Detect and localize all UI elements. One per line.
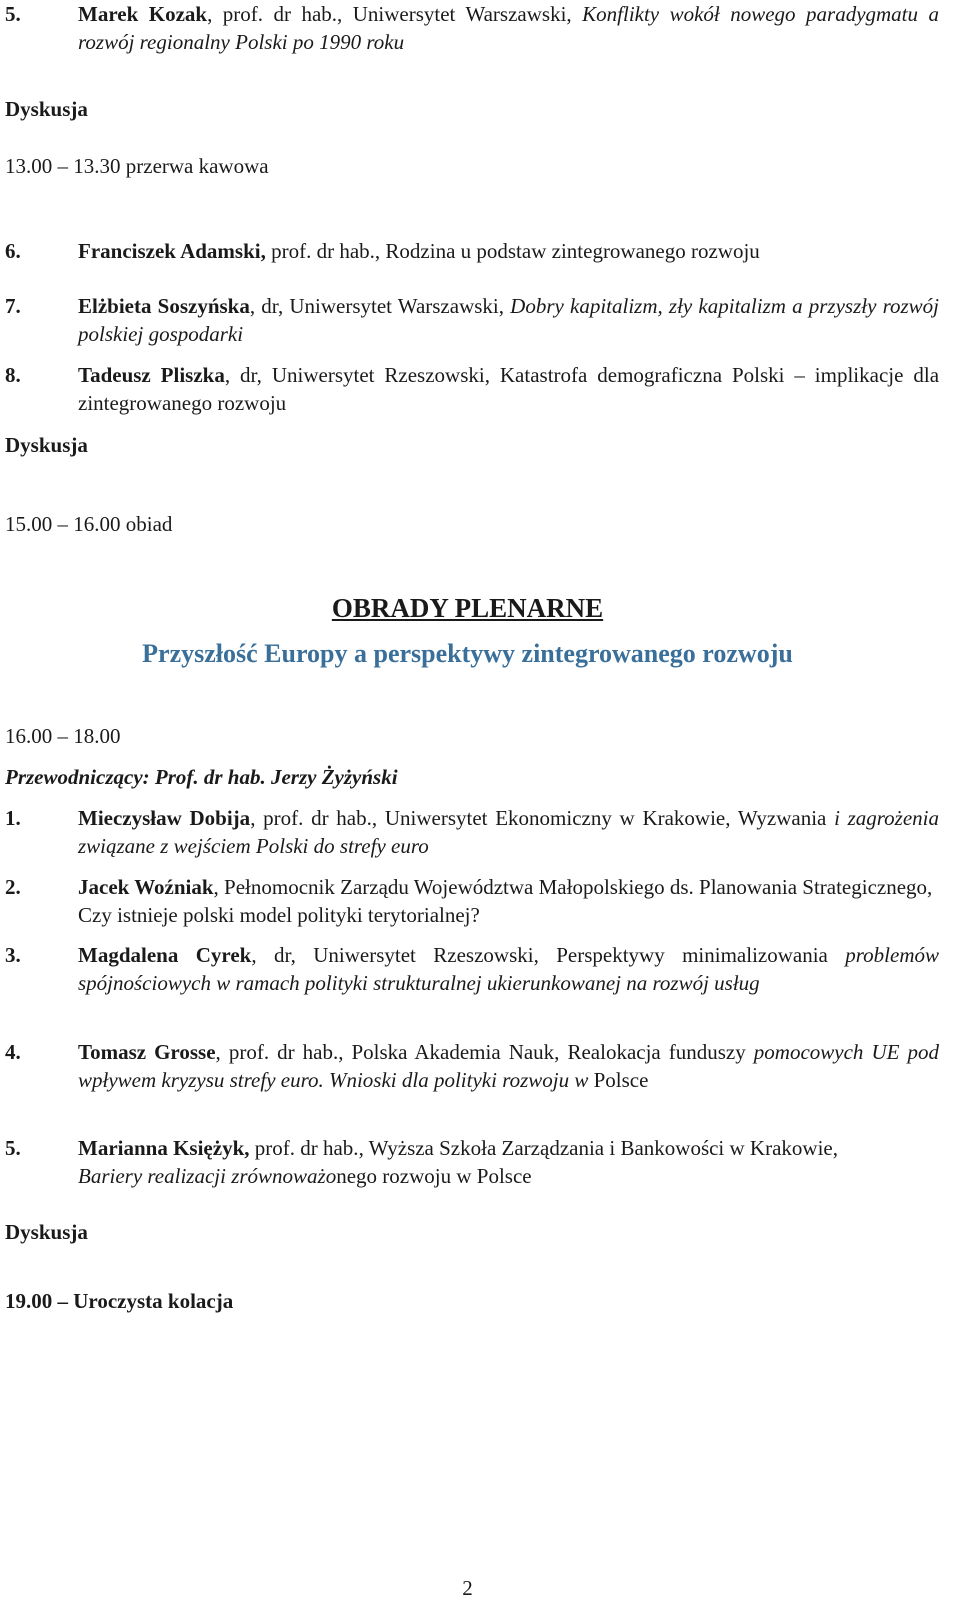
item-number: 5. (5, 1136, 21, 1160)
speaker-name: Magdalena Cyrek (78, 943, 252, 967)
plenary-subheading: Przyszłość Europy a perspektywy zintegrowanego rozwoju (142, 639, 793, 668)
talk-title-end: Polsce (593, 1068, 649, 1092)
item-number: 6. (5, 239, 21, 263)
item-text (78, 0, 939, 56)
page-number: 2 (462, 1576, 473, 1600)
talk-title: i zagrożenia związane z wejściem Polski do strefy euro (78, 806, 940, 858)
speaker-name: Tomasz Grosse (78, 1040, 216, 1064)
item-text (78, 873, 939, 929)
talk-title: Katastrofa demograficzna Polski – implikacje dla zintegrowanego rozwoju (78, 363, 940, 415)
talk-title: problemów spójnościowych w ramach polityki strukturalnej ukierunkowanej na rozwój usług (78, 943, 939, 995)
item-text (78, 292, 939, 348)
speaker-affiliation: , Pełnomocnik Zarządu Województwa Małopolskiego ds. Planowania Strategicznego, (213, 875, 933, 899)
plenary-item (5, 804, 939, 860)
speaker-name: Marek Kozak (78, 2, 208, 26)
speaker-affiliation: , Polska Akademia Nauk, Realokacja funduszy (338, 1040, 754, 1064)
item-text (78, 361, 939, 417)
speaker-affiliation: , dr, Uniwersytet Rzeszowski, Perspektywy minimalizowania (251, 943, 846, 967)
talk-title: Bariery realizacji zrównoważo (78, 1164, 337, 1188)
item-text (78, 941, 939, 997)
agenda-item (5, 361, 939, 417)
speaker-degree: , prof. dr hab. (250, 806, 372, 830)
item-text (78, 804, 939, 860)
discussion-label: Dyskusja (5, 97, 88, 121)
speaker-name: Tadeusz Pliszka (78, 363, 225, 387)
item-text (78, 237, 939, 265)
item-number: 4. (5, 1040, 21, 1064)
item-number: 2. (5, 875, 21, 899)
talk-title: pomocowych UE pod wpływem kryzysu strefy euro. Wnioski dla polityki rozwoju w (78, 1040, 939, 1092)
plenary-heading: OBRADY PLENARNE (331, 593, 604, 623)
plenary-chair: Przewodniczący: Prof. dr hab. Jerzy Żyżyński (5, 765, 398, 789)
talk-title: , Rodzina u podstaw zintegrowanego rozwoju (374, 239, 760, 263)
speaker-name: Elżbieta Soszyńska (78, 294, 250, 318)
agenda-item (5, 237, 939, 265)
talk-title: Dobry kapitalizm, zły kapitalizm a przyszły rozwój polskiej gospodarki (78, 294, 939, 346)
discussion-label: Dyskusja (5, 433, 88, 457)
lunch-break: 15.00 – 16.00 obiad (5, 512, 173, 536)
speaker-affiliation: , dr, Uniwersytet Rzeszowski, (224, 363, 500, 387)
item-text (78, 1134, 885, 1190)
speaker-affiliation: , dr, Uniwersytet Warszawski, (249, 294, 511, 318)
talk-title: Konflikty wokół nowego paradygmatu a rozwój regionalny Polski po 1990 roku (78, 2, 939, 54)
plenary-item (5, 1134, 885, 1190)
item-number: 8. (5, 363, 21, 387)
plenary-item (5, 941, 939, 997)
item-number: 3. (5, 943, 21, 967)
item-number: 7. (5, 294, 21, 318)
speaker-affiliation: , Wyższa Szkoła Zarządzania i Bankowości w Krakowie, (358, 1136, 838, 1160)
talk-title-end: nego rozwoju w Polsce (336, 1164, 532, 1188)
plenary-time: 16.00 – 18.00 (5, 724, 121, 748)
speaker-name: Franciszek Adamski, (78, 239, 266, 263)
discussion-label: Dyskusja (5, 1220, 88, 1244)
talk-title: Czy istnieje polski model polityki terytorialnej? (78, 903, 480, 927)
plenary-item (5, 1038, 939, 1094)
coffee-break: 13.00 – 13.30 przerwa kawowa (5, 154, 269, 178)
speaker-name: Jacek Woźniak (78, 875, 214, 899)
agenda-item (5, 0, 939, 56)
item-number: 5. (5, 2, 21, 26)
speaker-name: Mieczysław Dobija (78, 806, 251, 830)
speaker-affiliation: , Uniwersytet Ekonomiczny w Krakowie, Wyzwania (371, 806, 835, 830)
plenary-item (5, 873, 939, 929)
speaker-affiliation: prof. dr hab. (265, 239, 375, 263)
speaker-degree: prof. dr hab. (249, 1136, 359, 1160)
speaker-name: Marianna Księżyk, (78, 1136, 250, 1160)
item-number: 1. (5, 806, 21, 830)
item-text (78, 1038, 939, 1094)
speaker-affiliation: , prof. dr hab., Uniwersytet Warszawski, (207, 2, 583, 26)
agenda-item (5, 292, 939, 348)
speaker-degree: , prof. dr hab. (215, 1040, 339, 1064)
gala-dinner: 19.00 – Uroczysta kolacja (5, 1289, 234, 1313)
